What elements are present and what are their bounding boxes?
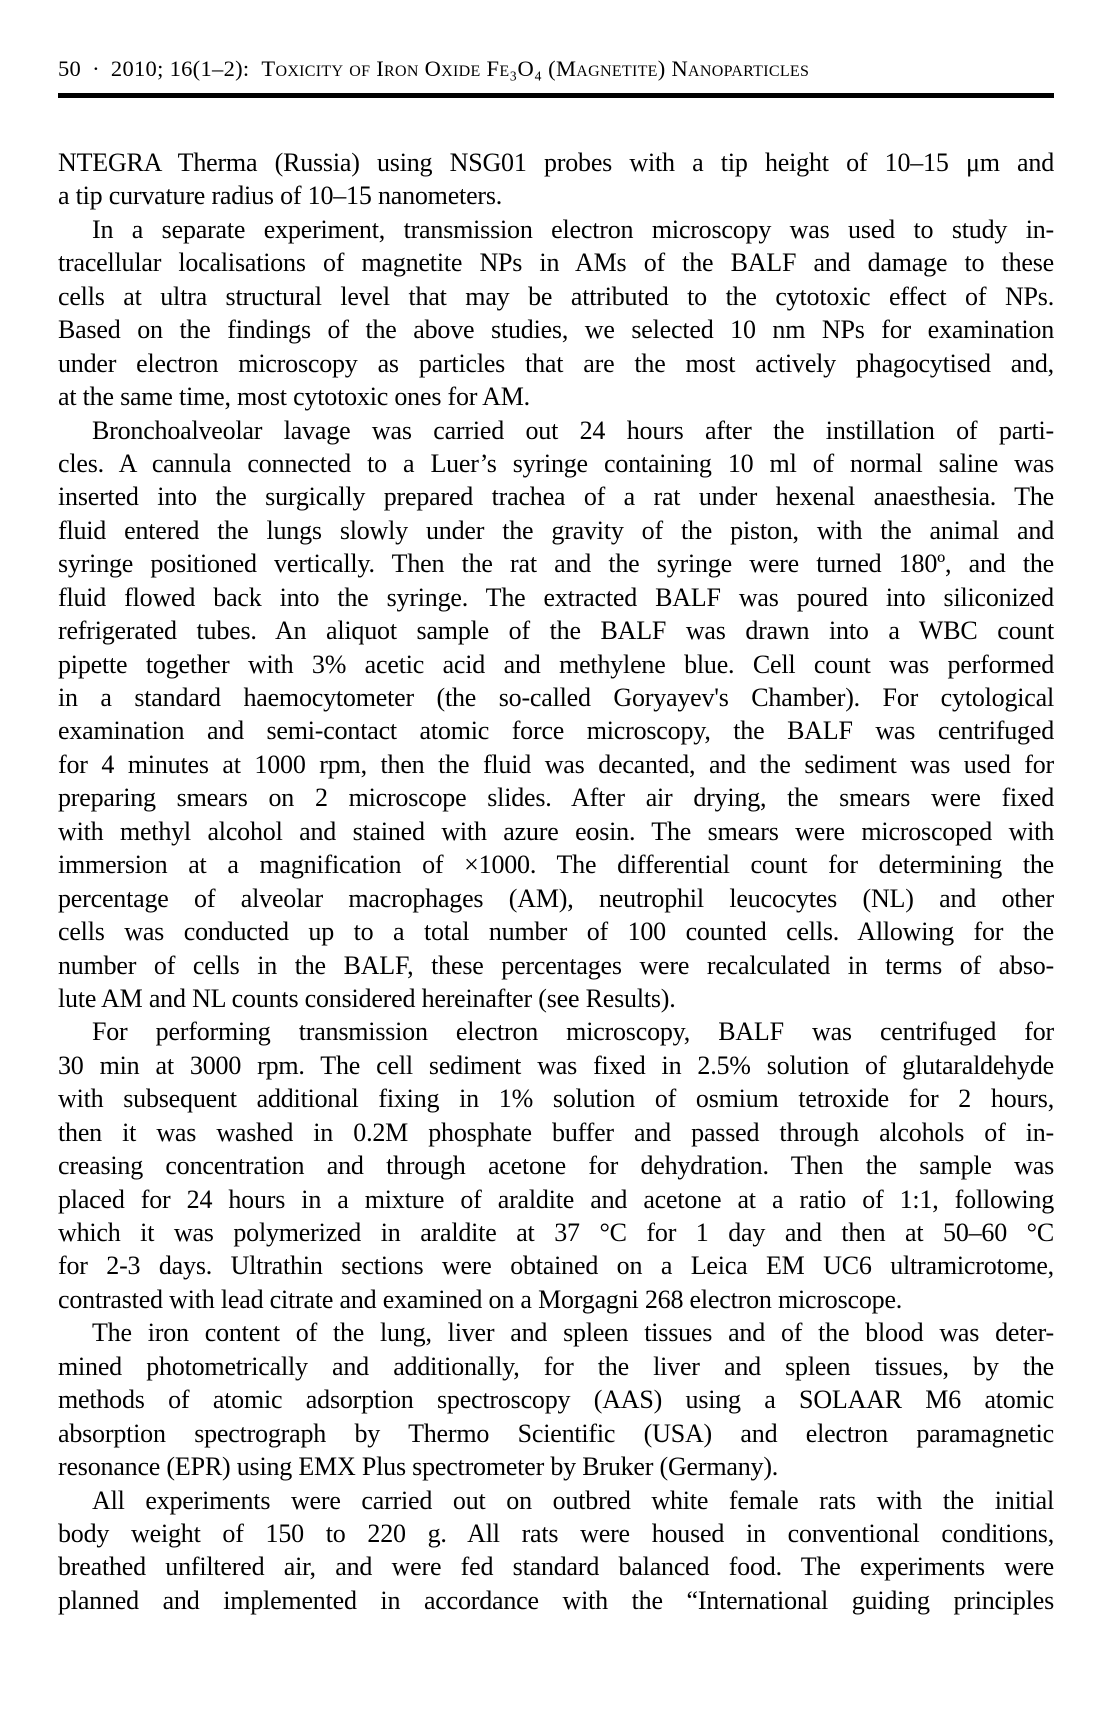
text-line: 30 min at 3000 rpm. The cell sediment was fixed in 2.5% solution of glutaraldehyde [58,1050,1054,1080]
text-line: cles. A cannula connected to a Luer’s syringe containing 10 ml of normal saline was [58,448,1054,478]
text-line: Bronchoalveolar lavage was carried out 24 hours after the instillation of parti- [92,415,1054,445]
text-line: tracellular localisations of magnetite NPs in AMs of the BALF and damage to these [58,248,1054,278]
text-line: inserted into the surgically prepared trachea of a rat under hexenal anaesthesia. The [58,482,1054,512]
text-line: for 2-3 days. Ultrathin sections were obtained on a Leica EM UC6 ultramicrotome, [58,1251,1054,1281]
text-line: pipette together with 3% acetic acid and methylene blue. Cell count was performed [58,649,1054,679]
document-body [58,146,1054,1617]
text-line: cells was conducted up to a total number of 100 counted cells. Allowing for the [58,917,1054,947]
text-line: body weight of 150 to 220 g. All rats were housed in conventional conditions, [58,1518,1054,1548]
text-line: mined photometrically and additionally, for the liver and spleen tissues, by the [58,1351,1054,1381]
text-line: All experiments were carried out on outbred white female rats with the initial [92,1485,1054,1515]
text-line: a tip curvature radius of 10–15 nanometers. [58,181,503,211]
paragraph [58,1316,1054,1483]
text-line: then it was washed in 0.2M phosphate buffer and passed through alcohols of in- [58,1117,1054,1147]
text-line: resonance (EPR) using EMX Plus spectrometer by Bruker (Germany). [58,1452,779,1482]
text-line: number of cells in the BALF, these percentages were recalculated in terms of abso- [58,950,1054,980]
text-line: for 4 minutes at 1000 rpm, then the fluid was decanted, and the sediment was used for [58,749,1054,779]
text-line: which it was polymerized in araldite at 37 °C for 1 day and then at 50–60 °C [58,1218,1054,1247]
text-line: methods of atomic adsorption spectroscopy (AAS) using a SOLAAR M6 atomic [58,1385,1054,1415]
paragraph [58,1484,1054,1618]
text-line: breathed unfiltered air, and were fed standard balanced food. The experiments were [58,1552,1054,1582]
paragraph [58,1015,1054,1316]
text-line: In a separate experiment, transmission electron microscopy was used to study in- [92,214,1054,244]
paragraph [58,146,1054,213]
text-line: at the same time, most cytotoxic ones for AM. [58,382,530,412]
text-line: cells at ultra structural level that may be attributed to the cytotoxic effect of NPs. [58,281,1054,311]
text-line: preparing smears on 2 microscope slides. After air drying, the smears were fixed [58,783,1054,813]
text-line: percentage of alveolar macrophages (AM), neutrophil leucocytes (NL) and other [58,883,1054,913]
text-line: fluid entered the lungs slowly under the gravity of the piston, with the animal and [58,515,1054,545]
text-line: placed for 24 hours in a mixture of araldite and acetone at a ratio of 1:1, following [58,1184,1054,1214]
text-line: with subsequent additional fixing in 1% solution of osmium tetroxide for 2 hours, [58,1084,1054,1114]
text-line: syringe positioned vertically. Then the rat and the syringe were turned 180º, and the [58,549,1054,579]
header-rule [58,93,1054,98]
journal-citation: 2010; 16(1–2): [110,56,250,81]
page-number: 50 [58,56,82,81]
text-line: contrasted with lead citrate and examined on a Morgagni 268 electron microscope. [58,1284,903,1314]
text-line: in a standard haemocytometer (the so-called Goryayev's Chamber). For cytological [58,683,1054,712]
text-line: For performing transmission electron microscopy, BALF was centrifuged for [92,1017,1054,1047]
text-line: under electron microscopy as particles that are the most actively phagocytised and, [58,348,1054,378]
text-line: immersion at a magnification of ×1000. The differential count for determining the [58,850,1054,880]
text-line: lute AM and NL counts considered hereinafter (see Results). [58,983,676,1013]
paragraph [58,414,1054,1016]
header-separator: · [92,56,100,81]
text-line: NTEGRA Therma (Russia) using NSG01 probes with a tip height of 10–15 μm and [58,148,1054,177]
text-line: fluid flowed back into the syringe. The extracted BALF was poured into siliconized [58,582,1054,612]
text-line: Based on the findings of the above studies, we selected 10 nm NPs for examination [58,315,1054,345]
running-header [58,0,1054,82]
paragraph [58,213,1054,414]
text-line: planned and implemented in accordance with the “International guiding principles [58,1585,1054,1615]
text-line: The iron content of the lung, liver and spleen tissues and of the blood was deter- [92,1318,1054,1348]
article-title: Toxicity of Iron Oxide Fe₃O₄ (Magnetite) Nanoparticles [261,56,810,81]
text-line: absorption spectrograph by Thermo Scientific (USA) and electron paramagnetic [58,1418,1054,1448]
text-line: examination and semi-contact atomic force microscopy, the BALF was centrifuged [58,716,1054,746]
text-line: creasing concentration and through acetone for dehydration. Then the sample was [58,1151,1054,1181]
text-line: refrigerated tubes. An aliquot sample of the BALF was drawn into a WBC count [58,616,1054,646]
text-line: with methyl alcohol and stained with azure eosin. The smears were microscoped with [58,816,1054,846]
